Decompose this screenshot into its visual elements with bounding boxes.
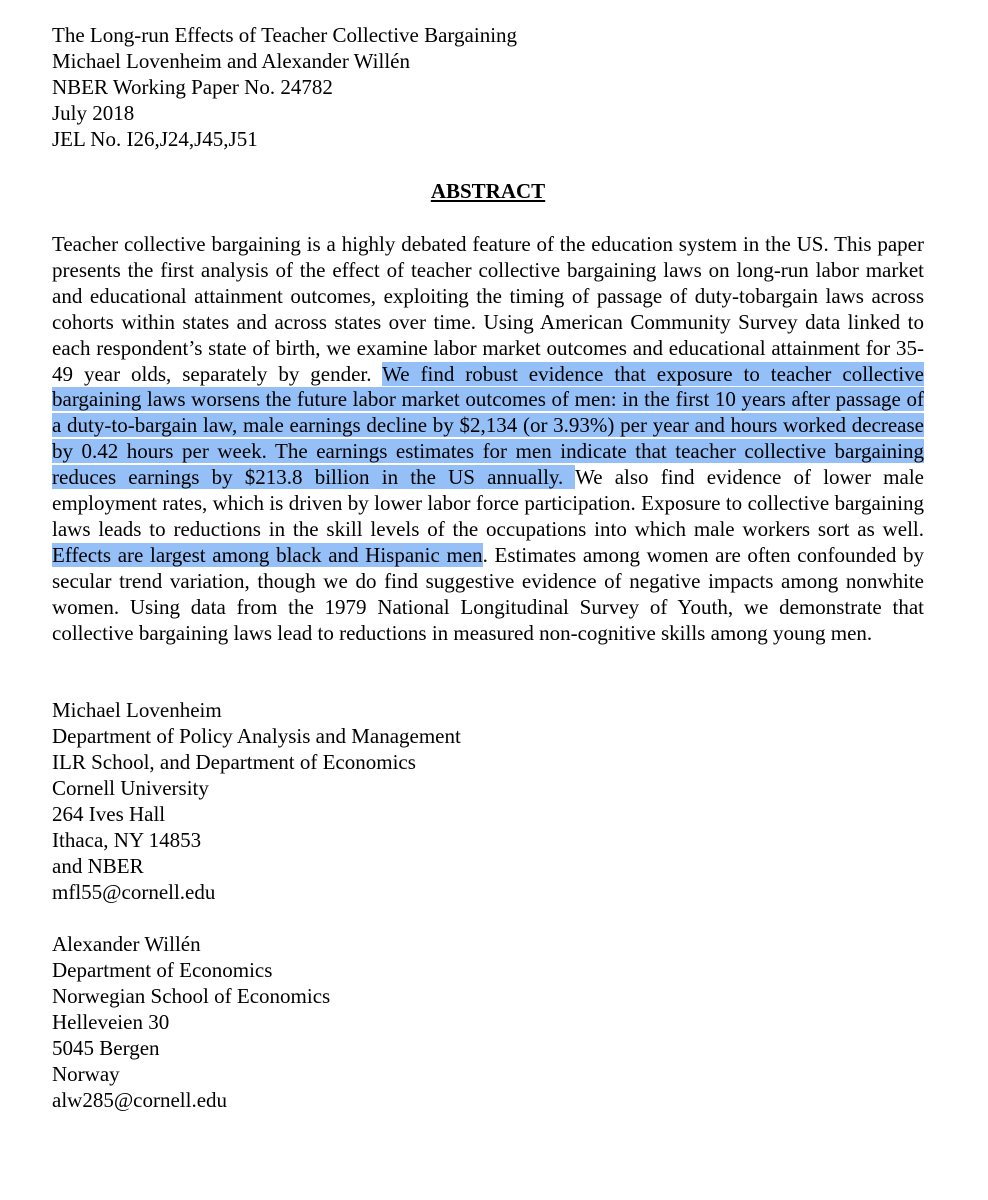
- paper-title: The Long-run Effects of Teacher Collective Bargaining: [52, 23, 518, 47]
- author-name: Alexander Willén: [52, 931, 201, 956]
- jel-codes: JEL No. I26,J24,J45,J51: [52, 127, 258, 151]
- highlighted-passage-earnings[interactable]: We find robust evidence that exposure to teacher collective bargaining laws worsens the future labor market outcomes of men: in the first 10 years after passage of a duty-to-bargain law, male earnings decline by $2,134 (or 3.93%) per year and hours worked decrease by 0.42 hours per week. The earnings estimates for men indicate that teacher collective bargaining reduces earnings by $213.8 billion in the US annually.: [52, 361, 924, 490]
- author-country: Norway: [52, 1061, 120, 1086]
- publication-date: July 2018: [52, 101, 135, 125]
- author-affiliation: and NBER: [52, 853, 144, 878]
- author-department: Department of Policy Analysis and Management: [52, 723, 461, 748]
- author-department: Department of Economics: [52, 957, 273, 982]
- abstract-text[interactable]: [52, 232, 924, 647]
- author-school: Norwegian School of Economics: [52, 983, 331, 1008]
- author-email[interactable]: alw285@cornell.edu: [52, 1087, 228, 1112]
- abstract-segment-1: Teacher collective bargaining is a highly debated feature of the education system in the US. This paper presents the first analysis of the effect of teacher collective bargaining laws on long-run labor market and educational attainment outcomes, exploiting the timing of passage of duty-tobargain laws across cohorts within states and across states over time. Using American Community Survey data linked to each respondent’s state of birth, we examine labor market outcomes and educational attainment for 35-49 year olds, separately by gender.: [52, 232, 924, 386]
- highlighted-passage-black-hispanic[interactable]: Effects are largest among black and Hispanic men: [52, 542, 483, 567]
- author-university: Cornell University: [52, 775, 209, 800]
- author-name: Michael Lovenheim: [52, 697, 222, 722]
- author-city: Ithaca, NY 14853: [52, 827, 202, 852]
- author-email[interactable]: mfl55@cornell.edu: [52, 879, 216, 904]
- author-address-willen: [52, 931, 924, 1113]
- abstract-heading: ABSTRACT: [430, 179, 546, 203]
- paper-authors: Michael Lovenheim and Alexander Willén: [52, 49, 410, 73]
- paper-header: [52, 22, 924, 152]
- abstract-segment-2: We also find evidence of lower male employment rates, which is driven by lower labor force participation. Exposure to collective bargaining laws leads to reductions in the skill levels of the occupations into which male workers sort as well.: [52, 465, 924, 541]
- author-city: 5045 Bergen: [52, 1035, 160, 1060]
- author-address-lovenheim: [52, 697, 924, 905]
- working-paper-number: NBER Working Paper No. 24782: [52, 75, 333, 99]
- author-street: 264 Ives Hall: [52, 801, 166, 826]
- abstract-segment-3: . Estimates among women are often confounded by secular trend variation, though we do find suggestive evidence of negative impacts among nonwhite women. Using data from the 1979 National Longitudinal Survey of Youth, we demonstrate that collective bargaining laws lead to reductions in measured non-cognitive skills among young men.: [52, 542, 924, 645]
- author-street: Helleveien 30: [52, 1009, 170, 1034]
- author-department: ILR School, and Department of Economics: [52, 749, 416, 774]
- paper-page: [52, 22, 924, 1113]
